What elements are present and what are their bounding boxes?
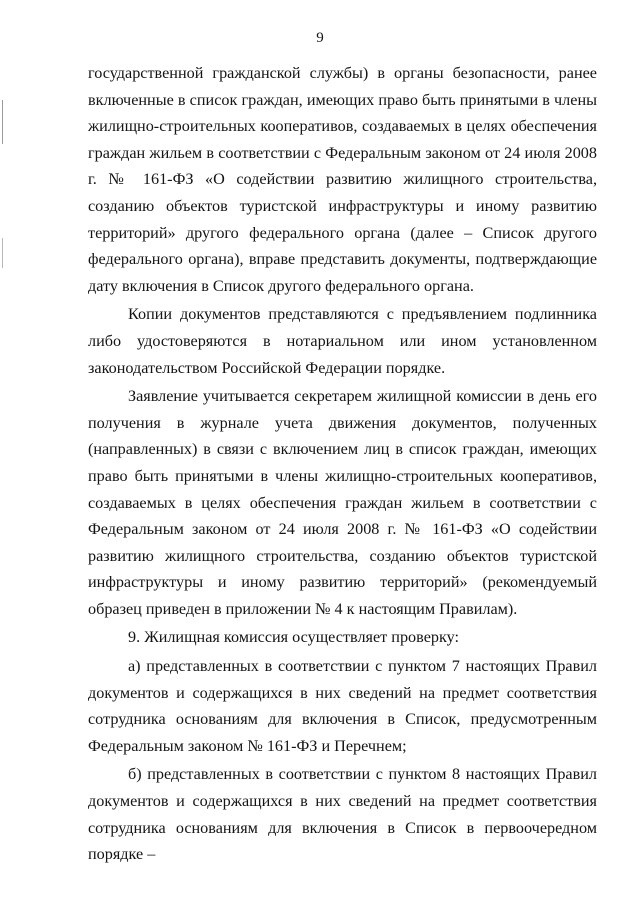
paragraph-subitem-a: а) представленных в соответствии с пунктом 7 настоящих Правил документов и содержащихся в них сведений на предмет соответствия сотрудника основаниям для включения в Список, предусмотренным Федеральным законом № 161-ФЗ и Перечнем; bbox=[88, 657, 597, 755]
paragraph-copies: Копии документов представляются с предъявлением подлинника либо удостоверяются в нотариальном или ином установленном законодательством Российской Федерации порядке. bbox=[88, 305, 597, 377]
paragraph-subitem-b: б) представленных в соответствии с пунктом 8 настоящих Правил документов и содержащихся в них сведений на предмет соответствия сотрудника основаниям для включения в Список в первоочередном порядке – bbox=[88, 765, 597, 864]
paragraph-item-9: 9. Жилищная комиссия осуществляет проверку: bbox=[128, 628, 459, 647]
paragraph-application-registration: Заявление учитывается секретарем жилищной комиссии в день его получения в журнале учета движения документов, полученных (направленных) в связи с включением лиц в список граждан, имеющих право быть принятыми в члены жилищно-строительных кооперативов, создаваемых в целях обеспечения граждан жильем в соответствии с Федеральным законом от 24 июля 2008 г. № 161-ФЗ «О содействии развитию жилищного строительства, созданию объектов туристской инфраструктуры и иному развитию территорий» (рекомендуемый образец приведен в приложении № 4 к настоящим Правилам). bbox=[88, 387, 597, 618]
document-body bbox=[88, 60, 597, 868]
page-number: 9 bbox=[316, 30, 324, 46]
scan-edge-mark bbox=[2, 100, 3, 144]
scan-edge-mark bbox=[2, 238, 3, 268]
paragraph-continuation: государственной гражданской службы) в органы безопасности, ранее включенные в список граждан, имеющих право быть принятыми в члены жилищно-строительных кооперативов, создаваемых в целях обеспечения граждан жильем в соответствии с Федеральным законом от 24 июля 2008 г. № 161-ФЗ «О содействии развитию жилищного строительства, созданию объектов туристской инфраструктуры и иному развитию территорий» другого федерального органа (далее – Список другого федерального органа), вправе представить документы, подтверждающие дату включения в Список другого федерального органа. bbox=[88, 64, 597, 295]
